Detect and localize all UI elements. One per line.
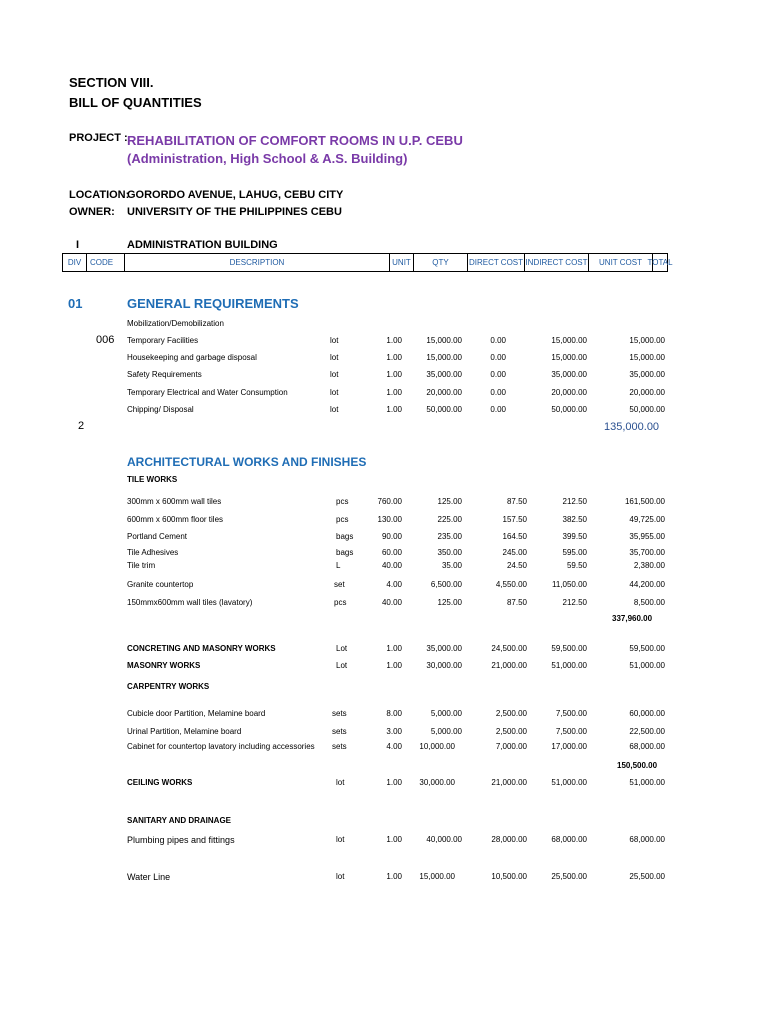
row-total: 15,000.00 xyxy=(629,336,665,345)
row-qty: 1.00 xyxy=(386,661,402,670)
table-row xyxy=(0,727,768,739)
row-description: Portland Cement xyxy=(127,532,188,541)
row-total: 49,725.00 xyxy=(629,515,665,524)
row-description: Granite countertop xyxy=(127,580,194,589)
row-description: CONCRETING AND MASONRY WORKS xyxy=(127,644,276,653)
row-unit-cost: 20,000.00 xyxy=(551,388,587,397)
row-indirect-cost: 28,000.00 xyxy=(491,835,527,844)
row-unit: L xyxy=(336,561,341,570)
col-qty: QTY xyxy=(414,254,468,271)
row-direct-cost: 125.00 xyxy=(437,497,462,506)
row-unit-cost: 7,500.00 xyxy=(555,709,587,718)
row-direct-cost: 350.00 xyxy=(437,548,462,557)
tile-subtotal: 337,960.00 xyxy=(612,614,653,623)
row-total: 8,500.00 xyxy=(633,598,665,607)
row-unit: pcs xyxy=(336,515,349,524)
table-row xyxy=(0,561,768,573)
row-qty: 8.00 xyxy=(386,709,402,718)
row-description: Temporary Electrical and Water Consumption xyxy=(127,388,288,397)
row-direct-cost: 20,000.00 xyxy=(426,388,462,397)
row-unit: lot xyxy=(330,405,339,414)
subheading-mobilization: Mobilization/Demobilization xyxy=(127,319,224,328)
row-qty: 1.00 xyxy=(386,405,402,414)
row-qty: 1.00 xyxy=(386,388,402,397)
row-total: 50,000.00 xyxy=(629,405,665,414)
owner-label: OWNER: xyxy=(69,206,115,218)
owner-value: UNIVERSITY OF THE PHILIPPINES CEBU xyxy=(127,206,342,218)
row-direct-cost: 35.00 xyxy=(441,561,462,570)
row-indirect-cost: 164.50 xyxy=(502,532,527,541)
row-indirect-cost: 0.00 xyxy=(490,336,506,345)
table-row xyxy=(0,548,768,560)
row-description: Chipping/ Disposal xyxy=(127,405,194,414)
row-qty: 1.00 xyxy=(386,835,402,844)
row-description: Tile trim xyxy=(127,561,156,570)
row-unit-cost: 50,000.00 xyxy=(551,405,587,414)
project-label: PROJECT : xyxy=(69,132,128,144)
row-total: 22,500.00 xyxy=(629,727,665,736)
row-indirect-cost: 0.00 xyxy=(490,388,506,397)
row-unit-cost: 35,000.00 xyxy=(551,370,587,379)
general-subtotal: 135,000.00 xyxy=(604,421,660,433)
section-title-general: GENERAL REQUIREMENTS xyxy=(127,296,299,311)
table-row xyxy=(0,388,768,400)
row-total: 44,200.00 xyxy=(629,580,665,589)
row-unit: lot xyxy=(330,336,339,345)
table-row xyxy=(0,644,768,656)
row-unit-cost: 595.00 xyxy=(562,548,587,557)
table-row xyxy=(0,872,768,884)
section-number: SECTION VIII. xyxy=(69,75,154,90)
row-direct-cost: 50,000.00 xyxy=(426,405,462,414)
row-qty: 1.00 xyxy=(386,336,402,345)
table-row xyxy=(0,497,768,509)
col-total: TOTAL xyxy=(647,258,673,267)
row-unit-cost: 59.50 xyxy=(566,561,587,570)
row-total: 15,000.00 xyxy=(629,353,665,362)
row-description: 150mmx600mm wall tiles (lavatory) xyxy=(127,598,253,607)
row-unit: sets xyxy=(332,709,347,718)
row-description: 300mm x 600mm wall tiles xyxy=(127,497,222,506)
row-unit-cost: 382.50 xyxy=(562,515,587,524)
row-qty: 90.00 xyxy=(381,532,402,541)
subheading-carpentry: CARPENTRY WORKS xyxy=(127,682,210,691)
row-unit-cost: 15,000.00 xyxy=(551,353,587,362)
row-direct-cost: 35,000.00 xyxy=(426,370,462,379)
row-indirect-cost: 10,500.00 xyxy=(491,872,527,881)
row-qty: 40.00 xyxy=(381,561,402,570)
row-unit-cost: 59,500.00 xyxy=(551,644,587,653)
col-code: CODE xyxy=(87,254,125,271)
row-total: 20,000.00 xyxy=(629,388,665,397)
row-direct-cost: 6,500.00 xyxy=(430,580,462,589)
row-indirect-cost: 87.50 xyxy=(506,497,527,506)
table-row xyxy=(0,580,768,592)
row-description: Tile Adhesives xyxy=(127,548,179,557)
location-label: LOCATION: xyxy=(69,189,130,201)
row-indirect-cost: 0.00 xyxy=(490,405,506,414)
row-total: 51,000.00 xyxy=(629,778,665,787)
carpentry-subtotal: 150,500.00 xyxy=(617,761,658,770)
row-direct-cost: 5,000.00 xyxy=(430,727,462,736)
row-qty: 130.00 xyxy=(377,515,402,524)
row-direct-cost: 35,000.00 xyxy=(426,644,462,653)
row-unit: lot xyxy=(330,388,339,397)
row-qty: 40.00 xyxy=(381,598,402,607)
row-indirect-cost: 21,000.00 xyxy=(491,661,527,670)
row-description: Safety Requirements xyxy=(127,370,202,379)
row-unit-cost: 68,000.00 xyxy=(551,835,587,844)
row-description: CEILING WORKS xyxy=(127,778,193,787)
col-description: DESCRIPTION xyxy=(125,254,390,271)
column-header-row xyxy=(62,253,673,272)
row-qty: 4.00 xyxy=(386,580,402,589)
row-direct-cost: 10,000.00 xyxy=(419,742,455,751)
table-row xyxy=(0,778,768,790)
row-qty: 1.00 xyxy=(386,370,402,379)
row-description: Cabinet for countertop lavatory including accessories xyxy=(127,742,315,751)
row-unit: bags xyxy=(336,532,354,541)
row-indirect-cost: 24.50 xyxy=(506,561,527,570)
row-indirect-cost: 157.50 xyxy=(502,515,527,524)
row-unit: pcs xyxy=(336,497,349,506)
row-description: Urinal Partition, Melamine board xyxy=(127,727,242,736)
document-title: BILL OF QUANTITIES xyxy=(69,95,202,110)
table-row xyxy=(0,835,768,847)
row-unit: Lot xyxy=(336,661,348,670)
table-row xyxy=(0,353,768,365)
row-qty: 1.00 xyxy=(386,353,402,362)
page-number: 2 xyxy=(78,420,85,432)
table-row xyxy=(0,515,768,527)
row-unit: lot xyxy=(336,778,345,787)
row-total: 25,500.00 xyxy=(629,872,665,881)
row-qty: 760.00 xyxy=(377,497,402,506)
row-total: 68,000.00 xyxy=(629,835,665,844)
table-row xyxy=(0,709,768,721)
col-direct-cost: DIRECT COST xyxy=(468,254,525,271)
item-code: 006 xyxy=(96,334,115,346)
row-direct-cost: 30,000.00 xyxy=(426,661,462,670)
row-unit: lot xyxy=(330,353,339,362)
row-unit-cost: 212.50 xyxy=(562,598,587,607)
table-row xyxy=(0,661,768,673)
row-qty: 3.00 xyxy=(386,727,402,736)
building-name: ADMINISTRATION BUILDING xyxy=(127,239,278,251)
row-description: Plumbing pipes and fittings xyxy=(127,835,235,845)
row-unit: lot xyxy=(330,370,339,379)
row-direct-cost: 235.00 xyxy=(437,532,462,541)
row-indirect-cost: 0.00 xyxy=(490,370,506,379)
row-description: Housekeeping and garbage disposal xyxy=(127,353,257,362)
row-unit-cost: 17,000.00 xyxy=(551,742,587,751)
row-unit: pcs xyxy=(334,598,347,607)
row-indirect-cost: 2,500.00 xyxy=(495,709,527,718)
row-unit-cost: 15,000.00 xyxy=(551,336,587,345)
row-direct-cost: 5,000.00 xyxy=(430,709,462,718)
row-qty: 4.00 xyxy=(386,742,402,751)
col-indirect-cost: INDIRECT COST xyxy=(525,254,589,271)
building-number: I xyxy=(76,239,80,251)
col-unit: UNIT xyxy=(390,254,414,271)
row-unit: Lot xyxy=(336,644,348,653)
row-unit: lot xyxy=(336,872,345,881)
col-div: DIV xyxy=(63,254,87,271)
project-name: REHABILITATION OF COMFORT ROOMS IN U.P. CEBU xyxy=(127,133,463,148)
row-qty: 1.00 xyxy=(386,778,402,787)
row-unit-cost: 51,000.00 xyxy=(551,661,587,670)
row-unit: set xyxy=(334,580,345,589)
row-unit-cost: 51,000.00 xyxy=(551,778,587,787)
subheading-tile-works: TILE WORKS xyxy=(127,475,178,484)
row-direct-cost: 125.00 xyxy=(437,598,462,607)
table-row xyxy=(0,405,768,417)
row-unit: lot xyxy=(336,835,345,844)
subheading-sanitary: SANITARY AND DRAINAGE xyxy=(127,816,232,825)
row-indirect-cost: 87.50 xyxy=(506,598,527,607)
project-subtitle: (Administration, High School & A.S. Building) xyxy=(127,151,408,166)
table-row xyxy=(0,336,768,348)
section-div-number: 01 xyxy=(68,296,83,311)
table-row xyxy=(0,370,768,382)
row-unit-cost: 7,500.00 xyxy=(555,727,587,736)
row-unit: bags xyxy=(336,548,354,557)
row-unit-cost: 212.50 xyxy=(562,497,587,506)
row-qty: 1.00 xyxy=(386,872,402,881)
row-total: 68,000.00 xyxy=(629,742,665,751)
row-total: 161,500.00 xyxy=(624,497,665,506)
row-unit-cost: 399.50 xyxy=(562,532,587,541)
row-direct-cost: 15,000.00 xyxy=(426,353,462,362)
row-indirect-cost: 24,500.00 xyxy=(491,644,527,653)
location-value: GORORDO AVENUE, LAHUG, CEBU CITY xyxy=(127,189,344,201)
row-description: 600mm x 600mm floor tiles xyxy=(127,515,224,524)
row-indirect-cost: 2,500.00 xyxy=(495,727,527,736)
row-direct-cost: 225.00 xyxy=(437,515,462,524)
table-row xyxy=(0,742,768,754)
row-indirect-cost: 0.00 xyxy=(490,353,506,362)
row-indirect-cost: 4,550.00 xyxy=(495,580,527,589)
section-title-architectural: ARCHITECTURAL WORKS AND FINISHES xyxy=(127,455,367,469)
row-total: 2,380.00 xyxy=(633,561,665,570)
table-row xyxy=(0,598,768,610)
row-direct-cost: 15,000.00 xyxy=(426,336,462,345)
row-description: Cubicle door Partition, Melamine board xyxy=(127,709,266,718)
row-direct-cost: 40,000.00 xyxy=(426,835,462,844)
row-unit: sets xyxy=(332,742,347,751)
row-description: MASONRY WORKS xyxy=(127,661,201,670)
row-indirect-cost: 21,000.00 xyxy=(491,778,527,787)
row-total: 35,955.00 xyxy=(629,532,665,541)
row-indirect-cost: 7,000.00 xyxy=(495,742,527,751)
row-total: 35,000.00 xyxy=(629,370,665,379)
row-direct-cost: 30,000.00 xyxy=(419,778,455,787)
row-qty: 1.00 xyxy=(386,644,402,653)
row-direct-cost: 15,000.00 xyxy=(419,872,455,881)
col-unit-cost: UNIT COST xyxy=(589,254,653,271)
row-qty: 60.00 xyxy=(381,548,402,557)
row-description: Temporary Facilities xyxy=(127,336,199,345)
row-unit-cost: 11,050.00 xyxy=(552,580,587,589)
row-total: 51,000.00 xyxy=(629,661,665,670)
table-row xyxy=(0,532,768,544)
row-unit-cost: 25,500.00 xyxy=(551,872,587,881)
row-unit: sets xyxy=(332,727,347,736)
row-indirect-cost: 245.00 xyxy=(502,548,527,557)
row-total: 59,500.00 xyxy=(629,644,665,653)
row-total: 35,700.00 xyxy=(629,548,665,557)
row-total: 60,000.00 xyxy=(629,709,665,718)
row-description: Water Line xyxy=(127,872,171,882)
